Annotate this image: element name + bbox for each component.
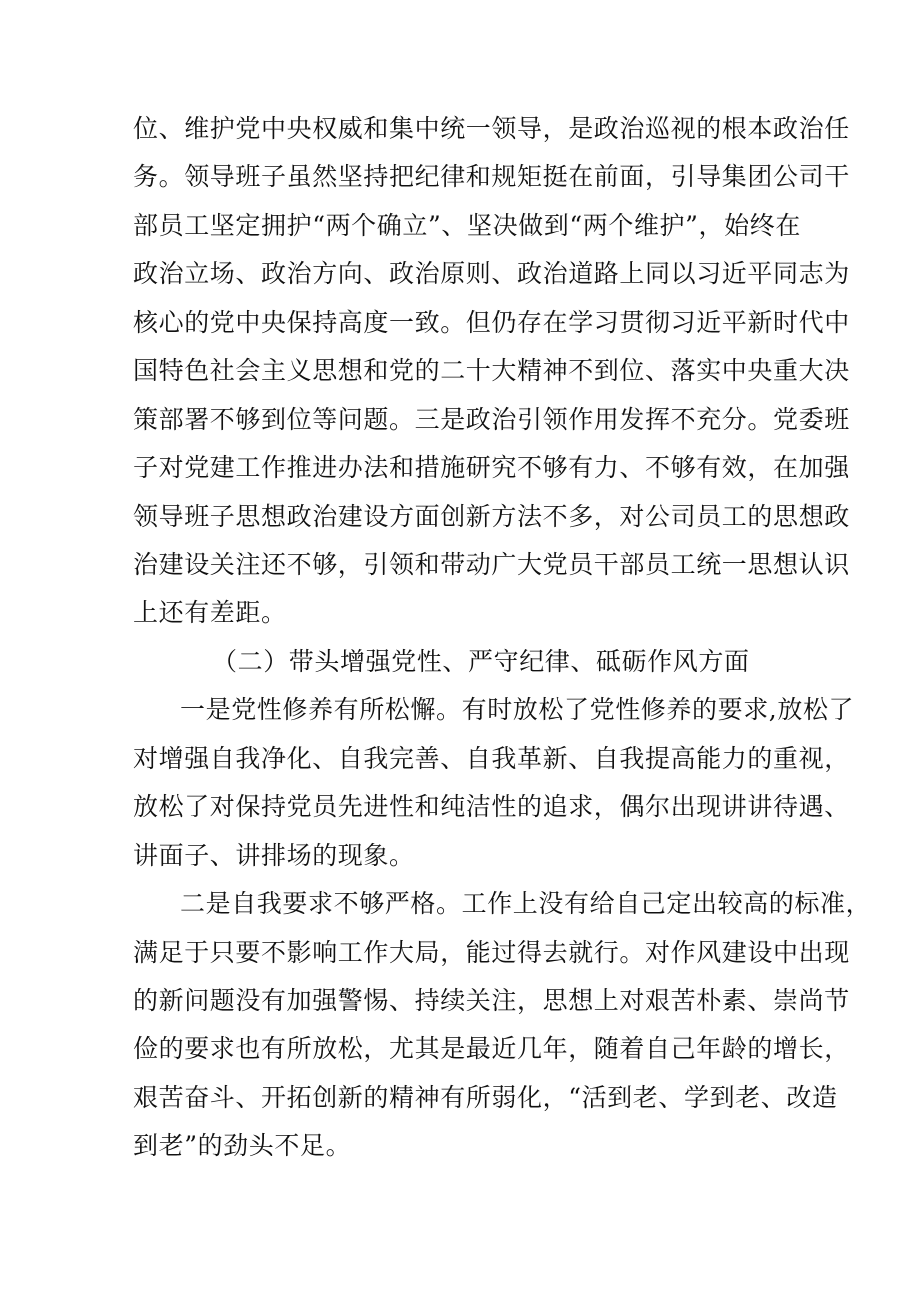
text-line: 俭的要求也有所放松，尤其是最近几年，随着自己年龄的增长， bbox=[133, 1034, 850, 1063]
text-line: 策部署不够到位等问题。三是政治引领作用发挥不充分。党委班 bbox=[133, 405, 850, 434]
text-line: 政治立场、政治方向、政治原则、政治道路上同以习近平同志为 bbox=[133, 259, 850, 288]
section-heading: （二）带头增强党性、严守纪律、砥砺作风方面 bbox=[212, 647, 750, 676]
text-line: 到老”的劲头不足。 bbox=[133, 1131, 352, 1160]
text-line: 治建设关注还不够，引领和带动广大党员干部员工统一思想认识 bbox=[133, 550, 850, 579]
text-line: 一是党性修养有所松懈。有时放松了党性修养的要求,放松了 bbox=[180, 695, 855, 724]
text-line: 满足于只要不影响工作大局，能过得去就行。对作风建设中出现 bbox=[133, 938, 850, 967]
text-line: 上还有差距。 bbox=[133, 598, 287, 627]
text-line: 放松了对保持党员先进性和纯洁性的追求，偶尔出现讲讲待遇、 bbox=[133, 792, 850, 821]
text-line: 二是自我要求不够严格。工作上没有给自己定出较高的标准， bbox=[180, 889, 872, 918]
text-line: 部员工坚定拥护“两个确立”、坚决做到“两个维护”，始终在 bbox=[133, 211, 801, 240]
text-line: 国特色社会主义思想和党的二十大精神不到位、落实中央重大决 bbox=[133, 356, 850, 385]
text-line: 核心的党中央保持高度一致。但仍存在学习贯彻习近平新时代中 bbox=[133, 308, 850, 337]
text-line: 务。领导班子虽然坚持把纪律和规矩挺在前面，引导集团公司干 bbox=[133, 162, 850, 191]
text-line: 对增强自我净化、自我完善、自我革新、自我提高能力的重视， bbox=[133, 744, 850, 773]
text-line: 子对党建工作推进办法和措施研究不够有力、不够有效，在加强 bbox=[133, 453, 850, 482]
text-line: 领导班子思想政治建设方面创新方法不多，对公司员工的思想政 bbox=[133, 502, 850, 531]
text-line: 的新问题没有加强警惕、持续关注，思想上对艰苦朴素、崇尚节 bbox=[133, 986, 850, 1015]
text-line: 讲面子、讲排场的现象。 bbox=[133, 841, 415, 870]
text-line: 位、维护党中央权威和集中统一领导，是政治巡视的根本政治任 bbox=[133, 114, 850, 143]
text-line: 艰苦奋斗、开拓创新的精神有所弱化，“活到老、学到老、改造 bbox=[133, 1083, 838, 1112]
